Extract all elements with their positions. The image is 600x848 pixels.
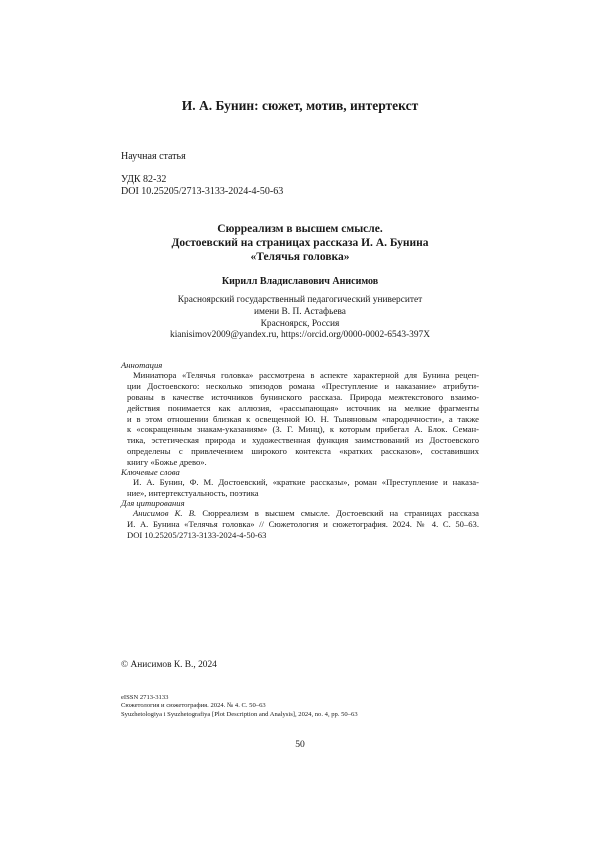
abstract-text — [121, 370, 479, 468]
affiliation-line: Красноярск, Россия — [260, 318, 340, 329]
affiliation-line: имени В. П. Астафьева — [254, 306, 346, 317]
keywords-line: И. А. Бунин, Ф. М. Достоевский, «краткие рассказы», роман «Преступление и наказа- — [133, 477, 479, 487]
abstract-line: Миниатюра «Телячья головка» рассмотрена в аспекте характерной для Бунина рецеп- — [133, 370, 479, 380]
abstract-line: рованы в качестве источников бунинского рассказа. Природа межтекстового взаимо- — [127, 391, 479, 402]
citation-title: Сюрреализм в высшем смысле. Достоевский на страницах рассказа — [196, 508, 479, 518]
citation-author: Анисимов К. В. — [133, 508, 197, 518]
title-line: Достоевский на страницах рассказа И. А. Бунина — [171, 237, 429, 249]
keywords-line: ние», интертекстуальность, поэтика — [127, 487, 259, 498]
abstract-line: определены с привлечением широкого контекста «кратких рассказов», составивших — [127, 446, 479, 457]
copyright: © Анисимов К. В., 2024 — [121, 660, 217, 670]
abstract-line: и в этом отношении близкая к освещенной Ю. Н. Тыняновым «пародичности», а также — [127, 413, 479, 424]
author-name: Кирилл Владиславович Анисимов — [221, 276, 379, 287]
article-title — [121, 222, 479, 264]
journal-footer — [121, 694, 358, 719]
footer-citation-en: Syuzhetologiya i Syuzhetografiya [Plot Description and Analysis], 2024, no. 4, pp. 50–63 — [121, 710, 358, 718]
citation-line — [121, 508, 479, 519]
footer-issn: eISSN 2713-3133 — [121, 694, 169, 701]
citation-doi: DOI 10.25205/2713-3133-2024-4-50-63 — [127, 529, 267, 540]
affiliation — [121, 295, 479, 342]
affiliation-contact: kianisimov2009@yandex.ru, https://orcid.org/0000-0002-6543-397X — [170, 330, 430, 341]
affiliation-line: Красноярский государственный педагогический университет — [177, 295, 423, 305]
abstract-line: тика, эстетическая природа и художественная функция заимствований из Достоевского — [127, 435, 479, 446]
doi: DOI 10.25205/2713-3133-2024-4-50-63 — [121, 186, 284, 197]
citation-text — [121, 508, 479, 541]
keywords-label: Ключевые слова — [121, 467, 180, 477]
abstract-line: ции Достоевского: несколько эпизодов романа «Преступление и наказание» атрибути- — [127, 380, 479, 391]
article-type: Научная статья — [121, 151, 186, 162]
keywords-text — [121, 477, 479, 499]
title-line: «Телячья головка» — [250, 251, 350, 263]
page-number: 50 — [295, 739, 305, 750]
abstract-label: Аннотация — [121, 360, 163, 370]
title-line: Сюрреализм в высшем смысле. — [217, 223, 383, 235]
abstract-line: книгу «Божье древо». — [127, 457, 207, 468]
abstract-line: к «сокращенным знакам-указаниям» (З. Г. Минц), к которым прибегал А. Блок. Семан- — [127, 424, 479, 435]
citation-label: Для цитирования — [121, 498, 185, 508]
citation-line: И. А. Бунина «Телячья головка» // Сюжетология и сюжетография. 2024. № 4. С. 50–63. — [127, 518, 479, 529]
section-header: И. А. Бунин: сюжет, мотив, интертекст — [181, 98, 419, 113]
footer-citation-ru: Сюжетология и сюжетография. 2024. № 4. С. 50–63 — [121, 702, 266, 710]
udk-code: УДК 82-32 — [121, 174, 167, 185]
abstract-line: действия понимается как аллюзия, «рассыпающая» источник на мелкие фрагменты — [127, 402, 479, 413]
